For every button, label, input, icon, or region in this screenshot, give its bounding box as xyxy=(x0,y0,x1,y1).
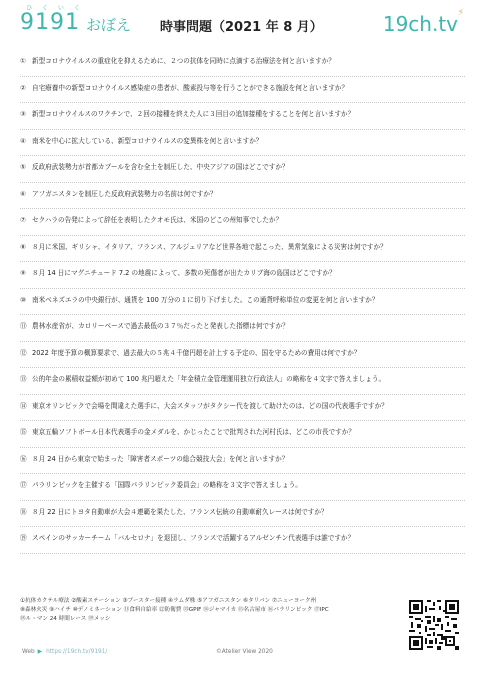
footer xyxy=(0,645,480,665)
question-item xyxy=(20,289,465,316)
question-number: ⑰ xyxy=(20,481,27,489)
question-text: パラリンピックを主催する「国際パラリンピック委員会」の略称を３文字で答えましょう。 xyxy=(32,481,302,489)
question-text: 東京オリンピックで会場を間違えた選手に、大会スタッフがタクシー代を渡して助けたのは、どの国の代表選手ですか？ xyxy=(32,401,388,410)
question-text: 公的年金の累積収益額が初めて 100 兆円超えた「年金積立金管理運用独立行政法人」の略称を４文字で答えましょう。 xyxy=(32,375,386,383)
question-item xyxy=(20,209,465,236)
question-number: ⑬ xyxy=(20,375,27,383)
question-text: 南米を中心に拡大している、新型コロナウイルスの変異株を何と言いますか？ xyxy=(32,136,263,145)
question-text: 新型コロナウイルスのワクチンで、２回の接種を終えた人に３回目の追加接種をすることを何と言いますか？ xyxy=(32,110,355,118)
question-text: ８月 22 日にトヨタ自動車が大会４連覇を果たした、フランス伝統の自動車耐久レースは何ですか？ xyxy=(32,507,328,516)
logo-ruby: ひ く い く xyxy=(26,5,84,12)
question-number: ⑯ xyxy=(20,454,27,463)
question-item xyxy=(20,527,465,554)
header xyxy=(0,0,480,44)
question-number: ③ xyxy=(20,110,26,118)
question-text: セクハラの告発によって辞任を表明したクオモ氏は、米国のどこの州知事でしたか？ xyxy=(32,216,283,224)
page-title: 時事問題（2021 年 8 月） xyxy=(160,20,323,35)
question-text: ８月 24 日から東京で始まった「障害者スポーツの総合競技大会」を何と言いますか？ xyxy=(32,454,289,463)
question-item xyxy=(20,315,465,342)
question-number: ⑦ xyxy=(20,216,26,224)
question-number: ⑫ xyxy=(20,348,27,357)
question-text: 反政府武装勢力が首都カブールを含む全土を制圧した、中央アジアの国はどこですか？ xyxy=(32,163,289,171)
question-item xyxy=(20,183,465,210)
question-number: ⑩ xyxy=(20,295,26,304)
question-item xyxy=(20,342,465,369)
question-item xyxy=(20,368,465,395)
copyright: ©Atelier View 2020 xyxy=(216,649,273,655)
answer-key xyxy=(20,597,400,624)
question-item xyxy=(20,103,465,130)
logo-kana: おぼえ xyxy=(86,16,132,34)
question-number: ⑧ xyxy=(20,242,26,251)
question-item xyxy=(20,501,465,528)
question-number: ⑥ xyxy=(20,189,26,198)
play-icon: ▶ xyxy=(37,649,43,655)
question-item xyxy=(20,236,465,263)
answer-line: ⑧森林火災 ⑨ハイチ ⑩デノミネーション ⑪食料自給率 ⑫防衛費 ⑬GPIF ⑭ジャマイカ ⑮名古屋市 ⑯パラリンピック ⑰IPC xyxy=(20,607,329,613)
question-number: ④ xyxy=(20,136,26,145)
question-item xyxy=(20,421,465,448)
question-number: ⑤ xyxy=(20,163,26,171)
site-url[interactable]: https://19ch.tv/9191/ xyxy=(46,649,108,655)
question-item xyxy=(20,262,465,289)
question-text: スペインのサッカーチーム「バルセロナ」を退団し、フランスで活躍するアルゼンチン代表選手は誰ですか？ xyxy=(32,534,355,542)
question-number: ⑲ xyxy=(20,534,27,542)
question-text: 東京五輪ソフトボール日本代表選手の金メダルを、かじったことで批判された河村氏は、どこの市長ですか？ xyxy=(32,428,355,436)
question-item xyxy=(20,156,465,183)
question-text: 2022 年度予算の概算要求で、過去最大の５兆４千億円超を計上する予定の、国を守るための費用は何ですか？ xyxy=(32,348,361,357)
brand-logo[interactable]: 19ch.tv xyxy=(382,12,458,36)
question-number: ② xyxy=(20,83,26,92)
question-item xyxy=(20,474,465,501)
web-label: Web xyxy=(22,649,35,655)
question-number: ⑪ xyxy=(20,322,27,330)
web-link[interactable] xyxy=(22,649,107,655)
sparkle-icon: ⚡ xyxy=(457,8,464,18)
qr-code[interactable] xyxy=(409,600,459,650)
question-number: ⑱ xyxy=(20,507,27,516)
question-text: ８月に米国、ギリシャ、イタリア、フランス、アルジェリアなど世界各地で起こった、異常気象による災害は何ですか？ xyxy=(32,242,387,251)
question-text: 新型コロナウイルスの重症化を抑えるために、２つの抗体を同時に点滴する治療法を何と言いますか？ xyxy=(32,57,335,65)
question-text: 自宅療養中の新型コロナウイルス感染症の患者が、酸素投与等を行うことができる施設を何と言いますか？ xyxy=(32,83,349,92)
logo-number: 9191 xyxy=(20,10,80,35)
question-list xyxy=(20,50,465,554)
question-number: ⑨ xyxy=(20,269,26,277)
question-item xyxy=(20,77,465,104)
question-text: 南米ベネズエラの中央銀行が、通貨を 100 万分の１に切り下げました。この通貨呼称単位の変更を何と言いますか？ xyxy=(32,295,379,304)
question-number: ⑭ xyxy=(20,401,27,410)
question-number: ⑮ xyxy=(20,428,27,436)
site-logo[interactable] xyxy=(20,5,132,35)
question-item xyxy=(20,395,465,422)
answer-line: ①抗体カクテル療法 ②酸素ステーション ③ブースター接種 ④ラムダ株 ⑤アフガニスタン ⑥タリバン ⑦ニューヨーク州 xyxy=(20,598,317,604)
question-text: 農林水産省が、カロリーベースで過去最低の３７％だったと発表した指標は何ですか？ xyxy=(32,322,289,330)
question-number: ① xyxy=(20,57,26,65)
question-item xyxy=(20,448,465,475)
question-text: ８月 14 日にマグニチュード 7.2 の地震によって、多数の死傷者が出たカリブ海の島国はどこですか？ xyxy=(32,269,336,277)
question-item xyxy=(20,50,465,77)
question-item xyxy=(20,130,465,157)
question-text: アフガニスタンを制圧した反政府武装勢力の名前は何ですか？ xyxy=(32,189,217,198)
answer-line: ⑱ル・マン 24 時間レース ⑲メッシ xyxy=(20,616,111,622)
